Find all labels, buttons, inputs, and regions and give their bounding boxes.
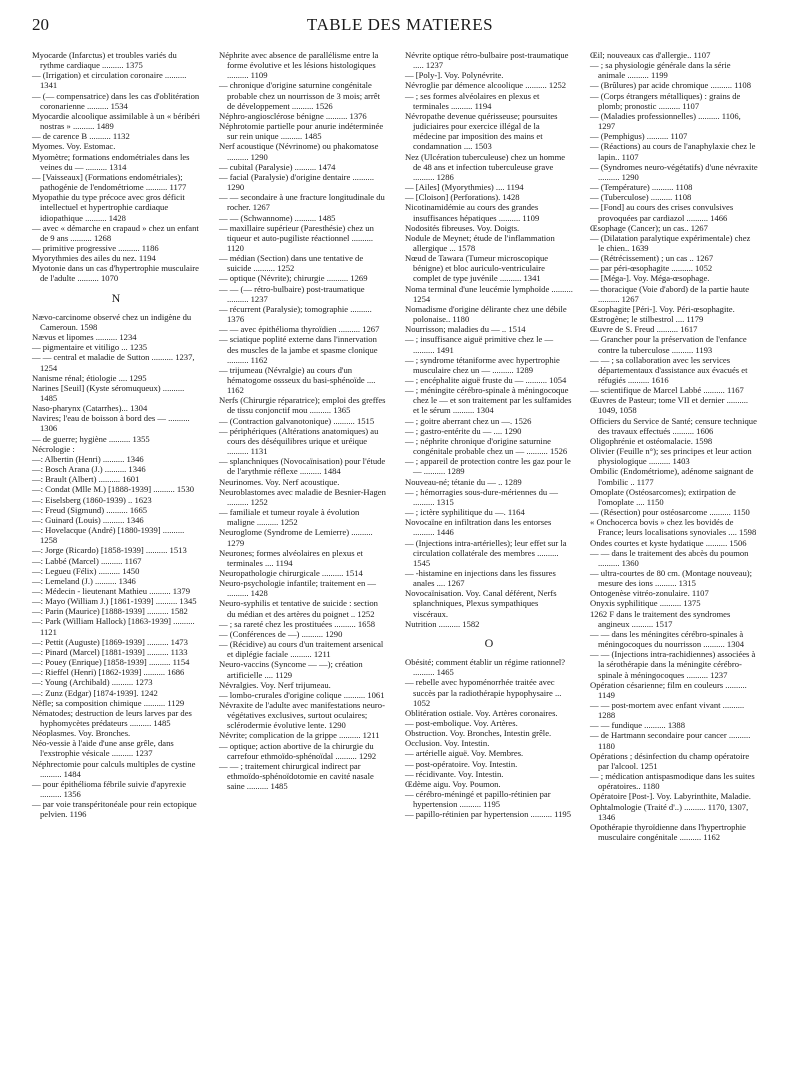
index-entry: —: Zunz (Edgar) [1874-1939]. 1242: [32, 687, 158, 698]
index-column-3: [405, 50, 573, 820]
index-entry: — (Dilatation paralytique expérimentale) chez le chien.. 1639: [590, 232, 751, 253]
index-entry: Ondes courtes et kyste hydatique .......... 1506: [590, 537, 747, 548]
index-entry: — (Tuberculose) .......... 1108: [590, 192, 692, 203]
index-entry: — cérébro-méningé et papillo-rétinien par hypertension .......... 1195: [405, 789, 551, 810]
index-entry: — [Vaisseaux] (Formations endométriales); pathogénie de l'endométriome .......... 1177: [32, 171, 187, 193]
index-entry: — (Conférences de —) .......... 1290: [219, 628, 343, 639]
index-entry: — chronique d'origine saturnine congénitale probable chez un nourrisson de 3 mois; arrêt de développement .......... 1526: [219, 80, 380, 111]
index-entry: —: Eiselsberg (1860-1939) .. 1623: [32, 494, 152, 505]
index-entry: Oblitération ostiale. Voy. Artères coronaires.: [405, 707, 558, 718]
index-entry: —: Albertin (Henri) .......... 1346: [32, 453, 144, 464]
index-entry: —: Rieffel (Henri) [1862-1939] .......... 1686: [32, 667, 185, 678]
section-letter: N: [111, 290, 121, 305]
index-entry: 1262 F dans le traitement des syndromes angineux .......... 1517: [590, 608, 731, 629]
index-entry: Nutrition .......... 1582: [405, 618, 480, 629]
index-entry: — (Résection) pour ostéosarcome .......... 1150: [590, 507, 750, 518]
index-entry: — scientifique de Marcel Labbé .......... 1167: [590, 385, 744, 396]
index-entry: — primitive progressive .......... 1186: [32, 242, 159, 253]
index-entry: Nævus et lipomes .......... 1234: [32, 332, 137, 343]
index-entry: Novocaïne en infiltration dans les entorses .......... 1446: [405, 517, 552, 538]
index-entry: — par péri-œsophagite .......... 1052: [590, 263, 713, 274]
section-letter: O: [484, 635, 494, 650]
index-entry: — ; médication antispasmodique dans les suites opératoires.. 1180: [590, 771, 755, 792]
index-entry: —: Brault (Albert) .......... 1601: [32, 474, 140, 485]
index-entry: Névropathe devenue quérisseuse; poursuites judiciaires pour exercice illégal de la médecine par imposition des mains et condamnation .... 1503: [405, 110, 558, 152]
index-entry: Nodosités fibreuses. Voy. Doigts.: [405, 222, 520, 233]
index-entry: — Grancher pour la préservation de l'enfance contre la tuberculose .......... 1193: [590, 334, 747, 355]
index-entry: — (Température) .......... 1108: [590, 182, 693, 193]
index-entry: Nodule de Meynet; étude de l'inflammation allergique ... 1578: [405, 232, 555, 253]
index-entry: Ombilic (Endométriome), adénome saignant de l'ombilic .. 1177: [590, 466, 754, 487]
index-entry: Officiers du Service de Santé; censure technique des travaux effectués .......... 1606: [590, 415, 757, 436]
index-entry: — rebelle avec hypoménorrhée traitée avec succès par la radiothérapie hypophysaire ... 1052: [405, 677, 562, 708]
index-entry: —: Hovelacque (André) [1880-1939] .......... 1258: [32, 525, 185, 546]
index-entry: — post-opératoire. Voy. Intestin.: [405, 758, 518, 769]
index-entry: — [Méga-]. Voy. Méga-œsophage.: [590, 273, 710, 284]
index-entry: — optique (Névrite); chirurgie .......... 1269: [219, 273, 368, 284]
index-entry: Obstruction. Voy. Bronches, Intestin grêle.: [405, 728, 552, 739]
index-entry: — de guerre; hygiène .......... 1355: [32, 433, 150, 444]
index-entry: — ; goitre aberrant chez un —. 1526: [405, 415, 532, 426]
index-entry: Œdème aigu. Voy. Poumon.: [405, 778, 501, 789]
index-entry: — ; encéphalite aiguë fruste du — .......... 1054: [405, 375, 567, 385]
index-entry: — — post-mortem avec enfant vivant .......... 1288: [590, 700, 745, 721]
index-entry: Navires; l'eau de boisson à bord des — .......... 1306: [32, 413, 190, 434]
index-entry: Myocarde (Infarctus) et troubles variés du rythme cardiaque .......... 1375: [32, 50, 177, 71]
index-entry: Noma terminal d'une leucémie lymphoïde .......... 1254: [405, 283, 573, 304]
index-entry: Opérations ; désinfection du champ opératoire par l'alcool. 1251: [590, 750, 750, 771]
index-entry: — cubital (Paralysie) .......... 1474: [219, 161, 336, 172]
index-entry: Névraxite de l'adulte avec manifestations neuro-végétatives exclusives, surtout oculaires; sclérodermie évolutive lente. 1290: [219, 700, 385, 731]
index-entry: Névralgies. Voy. Nerf trijumeau.: [219, 679, 331, 690]
index-entry: — (— compensatrice) dans les cas d'oblitération coronarienne .......... 1534: [32, 90, 200, 111]
index-entry: Nouveau-né; tétanie du — .. 1289: [405, 476, 522, 487]
index-entry: Neuro-psychologie infantile; traitement en — .......... 1428: [219, 578, 377, 599]
index-entry: Neurones; formes alvéolaires en plexus et terminales .... 1194: [219, 547, 363, 568]
index-entry: Névrite optique rétro-bulbaire post-traumatique ..... 1237: [405, 50, 569, 71]
index-entry: —: Freud (Sigmund) .......... 1665: [32, 504, 148, 515]
index-entry: Nèfle; sa composition chimique .......... 1129: [32, 697, 185, 708]
index-column-4: [590, 50, 758, 842]
index-entry: Néoplasmes. Voy. Bronches.: [32, 728, 131, 739]
index-entry: —: Pouey (Enrique) [1858-1939] .......... 1154: [32, 657, 190, 668]
index-entry: —: Park (William Hallock) [1863-1939] .......... 1121: [32, 616, 195, 637]
index-entry: — ; gastro-entérite du — .... 1290: [405, 425, 522, 436]
index-entry: — (Corps étrangers métalliques) : grains de plomb; pronostic .......... 1107: [590, 90, 741, 111]
index-entry: Ophtalmologie (Traité d'..) .......... 1170, 1307, 1346: [590, 801, 749, 822]
index-entry: Myomes. Voy. Estomac.: [32, 141, 116, 152]
index-entry: —: Jorge (Ricardo) [1858-1939] .......... 1513: [32, 545, 187, 556]
index-entry: Naso-pharynx (Catarrhes)... 1304: [32, 403, 148, 414]
index-entry: — (Rétrécissement) ; un cas .. 1267: [590, 253, 714, 264]
index-entry: — (Maladies professionnelles) .......... 1106, 1297: [590, 110, 741, 132]
index-entry: —: Parin (Maurice) [1888-1939] .......... 1582: [32, 606, 188, 617]
index-entry: Nævo-carcinome observé chez un indigène du Cameroun. 1598: [32, 311, 192, 332]
index-entry: — (Injections intra-artérielles); leur effet sur la circulation collatérale des membres .......... 1545: [405, 537, 567, 568]
index-entry: Neuro-syphilis et tentative de suicide : section du médian et des artères du poignet .. 1252: [219, 598, 378, 619]
index-entry: — (Récidive) au cours d'un traitement arsenical et diplégie faciale .......... 1211: [219, 639, 384, 660]
index-entry: Opératoire [Post-]. Voy. Labyrinthite, Maladie.: [590, 791, 751, 802]
index-entry: — ; sa rareté chez les prostituées .......... 1658: [219, 618, 376, 629]
index-entry: — ; syndrome tétaniforme avec hypertrophie musculaire chez un — .......... 1289: [405, 354, 560, 375]
index-entry: Nez (Ulcération tuberculeuse) chez un homme de 48 ans et infection tuberculeuse grave .......... 1286: [405, 151, 566, 182]
index-entry: — médian (Section) dans une tentative de suicide .......... 1252: [219, 253, 364, 274]
index-entry: Nanisme rénal; étiologie .... 1295: [32, 372, 147, 383]
index-entry: — (Réactions) au cours de l'anaphylaxie chez le lapin.. 1107: [590, 141, 756, 162]
index-entry: — (Syndromes neuro-végétatifs) d'une névraxite .......... 1290: [590, 161, 758, 182]
index-entry: —: Lemeland (J.) .......... 1346: [32, 575, 136, 586]
index-entry: — par voie transpéritonéale pour rein ectopique pelvien. 1196: [32, 799, 197, 820]
index-entry: — (Brûlures) par acide chromique .......... 1108: [590, 80, 752, 91]
index-entry: Obésité; comment établir un régime rationnel? .......... 1465: [405, 657, 566, 678]
index-entry: — — (Injections intra-rachidiennes) associées à la sérothérapie dans la méningite cérébro-spinale à méningocoques .......... 1237: [590, 649, 756, 680]
index-entry: — ; sa physiologie générale dans la série animale .......... 1199: [590, 60, 731, 81]
index-entry: — — ; sa collaboration avec les services départementaux d'assistance aux évacués et réfugiés .......... 1616: [590, 354, 748, 385]
index-entry: — pour épithélioma fébrile suivie d'apyrexie .......... 1356: [32, 778, 187, 800]
index-entry: — — avec épithélioma thyroïdien .......... 1267: [219, 324, 380, 335]
index-entry: — — dans le traitement des abcès du poumon .......... 1360: [590, 547, 749, 568]
index-entry: — [Poly-]. Voy. Polynévrite.: [405, 70, 504, 81]
index-entry: Œsophagite [Péri-]. Voy. Péri-œsophagite.: [590, 303, 735, 314]
index-entry: — thoracique (Voie d'abord) de la partie haute .......... 1267: [590, 283, 750, 304]
index-entry: — — secondaire à une fracture longitudinale du rocher. 1267: [219, 192, 385, 213]
index-entry: Œuvres de Pasteur; tome VII et dernier .......... 1049, 1058: [590, 395, 749, 416]
index-entry: Néo-vessie à l'aide d'une anse grêle, dans l'exstrophie vésicale .......... 1237: [32, 738, 174, 759]
index-entry: — ; hémorragies sous-dure-mériennes du — .......... 1315: [405, 486, 558, 507]
index-column-2: [219, 50, 387, 791]
index-entry: —: Bosch Arana (J.) .......... 1346: [32, 464, 146, 475]
index-entry: Néphro-angiosclérose bénigne .......... 1376: [219, 110, 367, 121]
index-entry: Neuro-vaccins (Syncome — —); création artificielle .... 1129: [219, 659, 363, 680]
index-entry: Myocardie alcoolique assimilable à un « béribéri nostras » .......... 1489: [32, 110, 200, 132]
index-entry: — ; néphrite chronique d'origine saturnine congénitale probable chez un — .......... 1526: [405, 435, 568, 457]
index-entry: Olivier (Feuille n°); ses principes et leur action physiologique .......... 1403: [590, 446, 752, 467]
index-entry: — optique; action abortive de la chirurgie du carrefour ethmoïdo-sphénoïdal .......... 1292: [219, 740, 377, 761]
index-entry: — avec « démarche en crapaud » chez un enfant de 9 ans .......... 1268: [32, 222, 199, 243]
index-entry: Néphrotomie partielle pour anurie indéterminée sur rein unique .......... 1485: [219, 121, 384, 142]
index-entry: — splanchniques (Novocaïnisation) pour l'étude de l'arythmie réflexe .......... 1484: [219, 456, 386, 477]
index-entry: — récurrent (Paralysie); tomographie .......... 1376: [219, 303, 372, 325]
index-entry: —: Pinard (Marcel) [1881-1939] .......... 1133: [32, 646, 188, 657]
index-entry: —: Médecin - lieutenant Mathieu .......... 1379: [32, 585, 190, 596]
index-entry: Nourrisson; maladies du — .. 1514: [405, 324, 526, 335]
index-entry: — — central et maladie de Sutton .......... 1237, 1254: [32, 352, 195, 373]
index-entry: — [Fond] au cours des crises convulsives provoquées par cardiazol .......... 1466: [590, 202, 734, 223]
index-entry: Névroglie par démence alcoolique .......... 1252: [405, 80, 567, 91]
index-entry: — pigmentaire et vitiligo ... 1235: [32, 342, 148, 353]
index-entry: Névrite; complication de la grippe .......... 1211: [219, 730, 380, 741]
index-entry: — ; ses formes alvéolaires en plexus et terminales .......... 1194: [405, 90, 540, 111]
index-entry: — [Cloison] (Perforations). 1428: [405, 192, 520, 203]
index-entry: —: Labbé (Marcel) .......... 1167: [32, 555, 142, 566]
index-entry: — post-embolique. Voy. Artères.: [405, 718, 518, 728]
index-entry: Onyxis syphilitique .......... 1375: [590, 598, 701, 609]
index-entry: Œstrogène; le stilbestrol .... 1179: [590, 314, 704, 325]
index-entry: — récidivante. Voy. Intestin.: [405, 768, 504, 779]
index-entry: Opération césarienne; film en couleurs .......... 1149: [590, 679, 747, 700]
index-entry: — maxillaire supérieur (Paresthésie) chez un tiqueur et auto-pugiliste réactionnel .......... 1120: [219, 222, 374, 253]
index-entry: Nœud de Tawara (Tumeur microscopique bénigne) et bloc auriculo-ventriculaire complet de type juvénile .......... 1341: [405, 253, 549, 284]
index-entry: — ultra-courtes de 80 cm. (Montage nouveau); mesure des ions .......... 1315: [590, 567, 753, 589]
index-entry: Nématodes; destruction de leurs larves par des hyphomycètes prédateurs .......... 1485: [32, 707, 192, 728]
index-entry: — de Hartmann secondaire pour cancer .......... 1180: [590, 730, 751, 751]
index-entry: — — (Schwannome) .......... 1485: [219, 212, 336, 223]
index-entry: — (Irrigation) et circulation coronaire .......... 1341: [32, 70, 187, 91]
index-entry: Neurinomes. Voy. Nerf acoustique.: [219, 476, 340, 487]
index-entry: —: Pettit (Auguste) [1869-1939] .......... 1473: [32, 636, 188, 647]
index-entry: — familiale et tumeur royale à évolution maligne .......... 1252: [219, 507, 360, 528]
index-entry: — (Contraction galvanotonique) .......... 1515: [219, 415, 375, 426]
index-entry: — sciatique poplité externe dans l'innervation des muscles de la jambe et spasme clonique .......... 1162: [219, 334, 378, 365]
index-entry: Nicotinamidémie au cours des grandes insuffisances hépatiques .......... 1109: [405, 202, 540, 223]
index-entry: — — (— rétro-bulbaire) post-traumatique .......... 1237: [219, 283, 365, 304]
index-entry: — — dans les méningites cérébro-spinales à méningocoques du nourrisson .......... 1304: [590, 628, 745, 650]
index-entry: — artérielle aiguë. Voy. Membres.: [405, 748, 524, 759]
index-entry: — ; insuffisance aiguë primitive chez le — .......... 1491: [405, 334, 554, 355]
index-entry: — ; méningite cérébro-spinale à méningocoque chez le — et son traitement par les sulfamides et le sérum .......... 1304: [405, 385, 572, 416]
index-entry: —: Guinard (Louis) .......... 1346: [32, 514, 144, 525]
index-entry: Myopathie du type précoce avec gros déficit intellectuel et hypertrophie cardiaque idiopathique .......... 1428: [32, 192, 185, 223]
index-entry: Omoplate (Ostéosarcomes); extirpation de l'omoplate .... 1150: [590, 486, 736, 507]
index-entry: Nerfs (Chirurgie réparatrice); emploi des greffes de tissu conjonctif mou .......... 1365: [219, 395, 386, 416]
index-entry: « Onchocerca bovis » chez les bovidés de France; leurs localisations synoviales .... 1598: [590, 517, 757, 538]
index-entry: — facial (Paralysie) d'origine dentaire .......... 1290: [219, 171, 374, 193]
index-entry: — [Ailes] (Myorythmies) .... 1194: [405, 182, 524, 193]
index-entry: — périphériques (Altérations anatomiques) au cours des déséquilibres urique et uréique .......... 1131: [219, 425, 379, 457]
index-column-1: [32, 50, 200, 820]
index-entry: —: Condat (Mlle M.) [1888-1939] .......... 1530: [32, 484, 195, 495]
index-entry: Nécrologie :: [32, 443, 75, 454]
index-entry: — — ; traitement chirurgical indirect par ethmoïdo-sphénoïdotomie en cavité nasale saine .......... 1485: [219, 760, 374, 792]
index-entry: Nerf acoustique (Névrinome) ou phakomatose .......... 1290: [219, 141, 379, 162]
index-entry: —: Mayo (William J.) [1861-1939] .......... 1345: [32, 596, 197, 607]
index-entry: Ontogenèse vitréo-zonulaire. 1107: [590, 588, 709, 599]
index-entry: Œuvre de S. Freud .......... 1617: [590, 324, 698, 335]
index-entry: Nomadisme d'origine délirante chez une débile polonaise.. 1180: [405, 303, 567, 325]
index-entry: —: Young (Archibald) .......... 1273: [32, 677, 153, 688]
page-number: 20: [32, 15, 49, 34]
index-entry: Œil; nouveaux cas d'allergie.. 1107: [590, 50, 711, 60]
index-entry: Myorythmies des ailes du nez. 1194: [32, 253, 156, 264]
index-entry: — — fundique .......... 1388: [590, 720, 686, 731]
index-entry: Neuropathologie chirurgicale .......... 1514: [219, 567, 363, 578]
index-entry: Neuroglome (Syndrome de Lemierre) .......... 1279: [219, 527, 373, 548]
index-entry: Novocaïnisation. Voy. Canal déférent, Nerfs splanchniques, Plexus sympathiques viscéraux.: [405, 588, 557, 619]
index-entry: Narines [Seuil] (Kyste séromuqueux) .......... 1485: [32, 382, 185, 403]
index-entry: — ; appareil de protection contre les gaz pour le — .......... 1289: [405, 456, 571, 477]
index-entry: Myotonie dans un cas d'hypertrophie musculaire de l'adulte .......... 1070: [32, 263, 199, 284]
index-entry: Œsophage (Cancer); un cas.. 1267: [590, 222, 708, 233]
page-title: TABLE DES MATIERES: [306, 15, 494, 34]
index-entry: — de carence B .......... 1132: [32, 131, 130, 142]
index-entry: Oligophrénie et ostéomalacie. 1598: [590, 435, 713, 446]
index-entry: Néphrite avec absence de parallélisme entre la forme évolutive et les lésions histologiques .......... 1109: [219, 50, 379, 81]
index-entry: — -histamine en injections dans les fissures anales .... 1267: [405, 567, 556, 589]
index-entry: — trijumeau (Névralgie) au cours d'un hématogome ossseux du basi-sphénoïde .... 1162: [219, 364, 376, 396]
index-entry: Neuroblastomes avec maladie de Besnier-Hagen .......... 1252: [219, 486, 386, 507]
index-entry: — papillo-rétinien par hypertension .......... 1195: [405, 809, 572, 820]
index-entry: — lombo-crurales d'origine colique .......... 1061: [219, 689, 385, 700]
index-entry: Occlusion. Voy. Intestin.: [405, 738, 490, 749]
index-entry: Opothérapie thyroïdienne dans l'hypertrophie musculaire congénitale .......... 1162: [590, 821, 746, 843]
index-entry: Néphrectomie pour calculs multiples de cystine .......... 1484: [32, 758, 196, 779]
index-entry: — ; ictère syphilitique du —. 1164: [405, 507, 525, 518]
index-entry: — (Pemphigus) .......... 1107: [590, 131, 688, 142]
index-entry: —: Legueu (Félix) .......... 1450: [32, 565, 140, 576]
index-entry: Myomètre; formations endométriales dans les veines du — .......... 1314: [32, 151, 190, 172]
